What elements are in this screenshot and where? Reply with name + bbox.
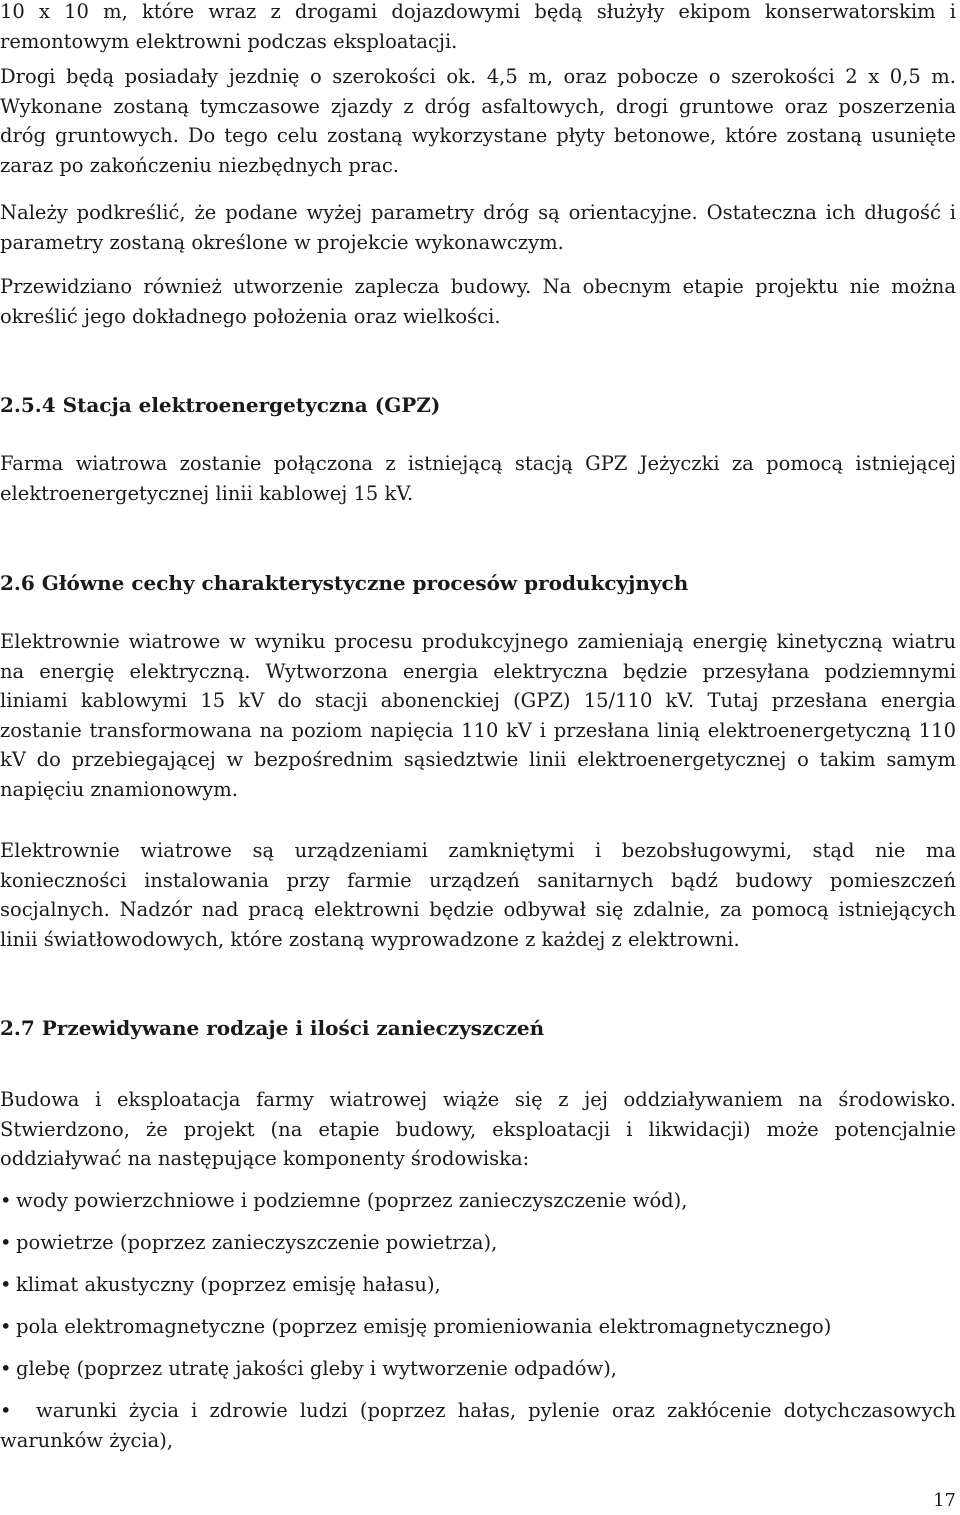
section-heading-2-5-4: 2.5.4 Stacja elektroenergetyczna (GPZ) <box>0 393 441 417</box>
paragraph-unmanned-operation: Elektrownie wiatrowe są urządzeniami zamkniętymi i bezobsługowymi, stąd nie ma konieczności instalowania przy farmie urządzeń sanitarnych bądź budowy pomieszczeń socjalnych. Nadzór nad pracą elektrowni będzie odbywał się zdalnie, za pomocą istniejących linii światłowodowych, które zostaną wyprowadzone z każdej z elektrowni. <box>0 839 956 951</box>
bullet-icon: • <box>0 1357 12 1380</box>
paragraph-road-parameters: Drogi będą posiadały jezdnię o szerokości ok. 4,5 m, oraz pobocze o szerokości 2 x 0,5 m. Wykonane zostaną tymczasowe zjazdy z dróg asfaltowych, drogi gruntowe oraz poszerzenia dróg gruntowych. Do tego celu zostaną wykorzystane płyty betonowe, które zostaną usunięte zaraz po zakończeniu niezbędnych prac. <box>0 65 956 177</box>
bullet-icon: • <box>0 1315 12 1338</box>
list-item <box>0 1396 956 1455</box>
section-heading-2-6: 2.6 Główne cechy charakterystyczne procesów produkcyjnych <box>0 571 689 595</box>
paragraph-construction-base: Przewidziano również utworzenie zaplecza budowy. Na obecnym etapie projektu nie można określić jego dokładnego położenia oraz wielkości. <box>0 275 956 328</box>
paragraph-gpz-connection: Farma wiatrowa zostanie połączona z istniejącą stacją GPZ Jeżyczki za pomocą istniejącej elektroenergetycznej linii kablowej 15 kV. <box>0 452 956 505</box>
list-item <box>0 1270 956 1300</box>
bullet-icon: • <box>0 1231 12 1254</box>
list-item <box>0 1186 956 1216</box>
section-heading-2-7: 2.7 Przewidywane rodzaje i ilości zanieczyszczeń <box>0 1016 545 1040</box>
bullet-icon: • <box>0 1273 12 1296</box>
list-item <box>0 1228 956 1258</box>
bullet-icon: • <box>0 1189 12 1212</box>
environment-components-list <box>0 1186 956 1468</box>
paragraph-environmental-impact: Budowa i eksploatacja farmy wiatrowej wiąże się z jej oddziaływaniem na środowisko. Stwierdzono, że projekt (na etapie budowy, eksploatacji i likwidacji) może potencjalnie oddziaływać na następujące komponenty środowiska: <box>0 1088 956 1170</box>
list-item-text: pola elektromagnetyczne (poprzez emisję promieniowania elektromagnetycznego) <box>16 1315 832 1338</box>
paragraph-road-note: Należy podkreślić, że podane wyżej parametry dróg są orientacyjne. Ostateczna ich długość i parametry zostaną określone w projekcie wykonawczym. <box>0 201 956 254</box>
bullet-icon: • <box>0 1399 12 1422</box>
list-item-text: warunki życia i zdrowie ludzi (poprzez hałas, pylenie oraz zakłócenie dotychczasowych warunków życia), <box>0 1399 956 1452</box>
paragraph-access-roads-intro: 10 x 10 m, które wraz z drogami dojazdowymi będą służyły ekipom konserwatorskim i remontowym elektrowni podczas eksploatacji. <box>0 0 956 53</box>
list-item <box>0 1354 956 1384</box>
page-number: 17 <box>933 1490 956 1511</box>
paragraph-production-process: Elektrownie wiatrowe w wyniku procesu produkcyjnego zamieniają energię kinetyczną wiatru na energię elektryczną. Wytworzona energia elektryczna będzie przesyłana podziemnymi liniami kablowymi 15 kV do stacji abonenckiej (GPZ) 15/110 kV. Tutaj przesłana energia zostanie transformowana na poziom napięcia 110 kV i przesłana linią elektroenergetyczną 110 kV do przebiegającej w bezpośrednim sąsiedztwie linii elektroenergetycznej o takim samym napięciu znamionowym. <box>0 630 956 801</box>
list-item-text: powietrze (poprzez zanieczyszczenie powietrza), <box>16 1231 498 1254</box>
list-item-text: klimat akustyczny (poprzez emisję hałasu), <box>16 1273 441 1296</box>
list-item <box>0 1312 956 1342</box>
list-item-text: glebę (poprzez utratę jakości gleby i wytworzenie odpadów), <box>16 1357 617 1380</box>
list-item-text: wody powierzchniowe i podziemne (poprzez zanieczyszczenie wód), <box>16 1189 688 1212</box>
